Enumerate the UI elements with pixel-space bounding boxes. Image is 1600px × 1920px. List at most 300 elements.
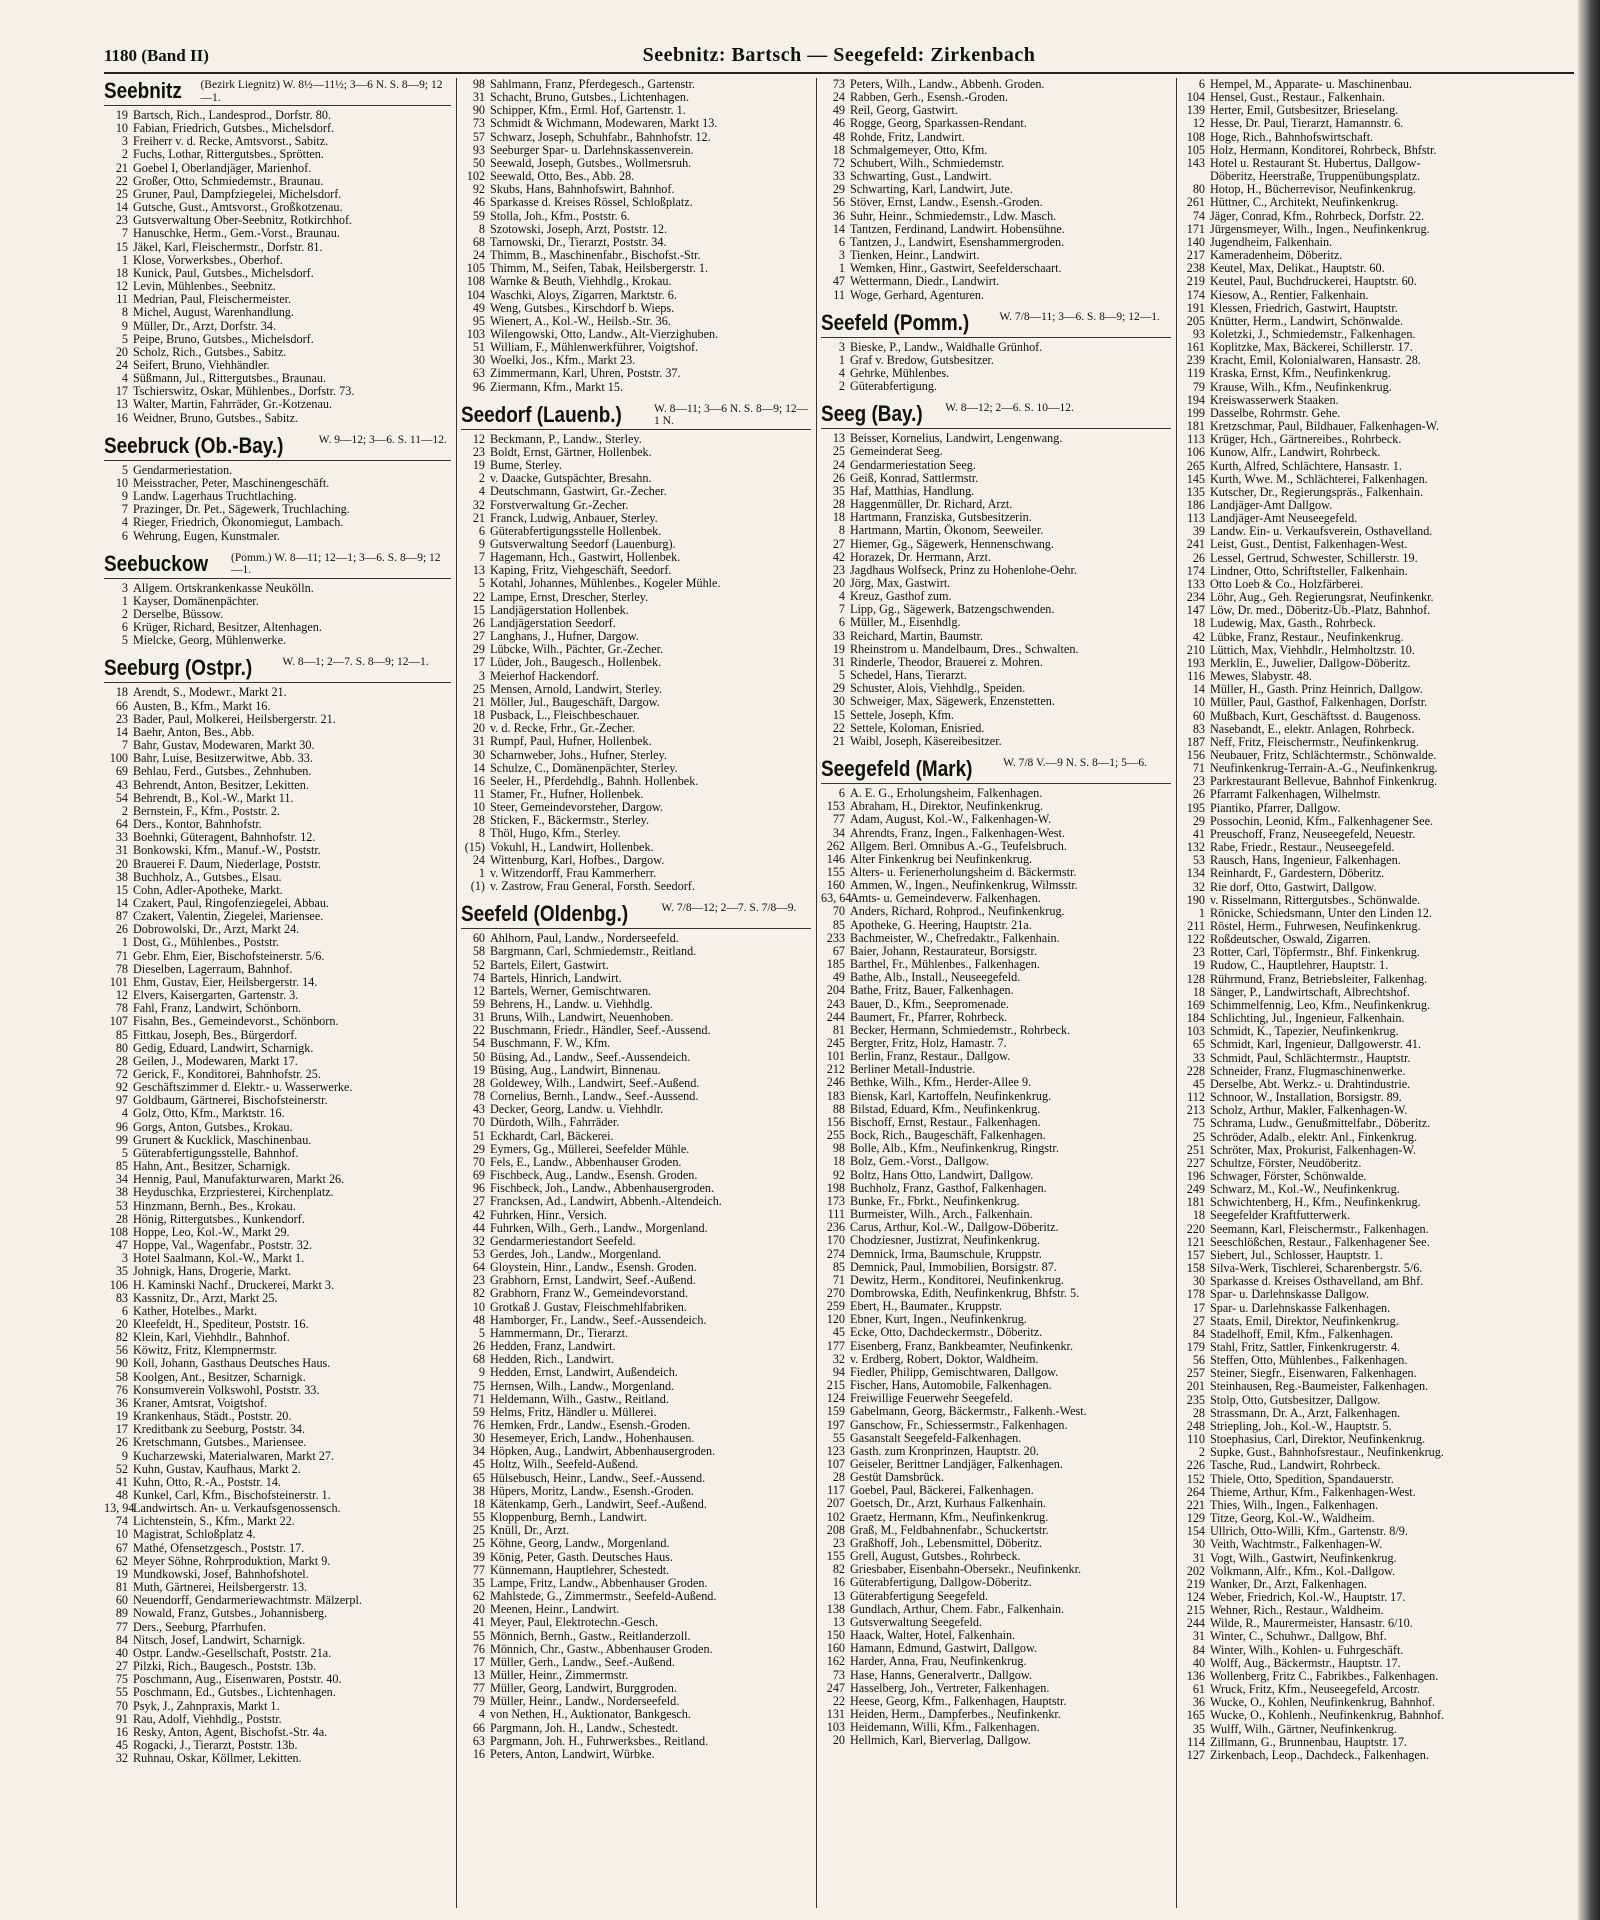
subscriber-text: Kutscher, Dr., Regierungspräs., Falkenhain.	[1210, 485, 1424, 499]
directory-entry	[1181, 1223, 1571, 1236]
directory-entry	[821, 1261, 1171, 1274]
phone-number: 10	[472, 1300, 485, 1314]
phone-number: 49	[472, 301, 485, 315]
phone-number: 25	[472, 1524, 485, 1538]
directory-entry	[1181, 1196, 1571, 1209]
directory-entry	[104, 1528, 451, 1541]
subscriber-text: Tschierswitz, Oskar, Mühlenbes., Dorfstr. 73.	[133, 385, 355, 399]
place-section	[104, 78, 451, 425]
phone-number: 23	[832, 1536, 845, 1550]
phone-number: 211	[1187, 920, 1205, 933]
directory-entry	[461, 577, 811, 590]
phone-number: 135	[1186, 485, 1205, 499]
directory-entry	[104, 398, 451, 411]
subscriber-text: Poschmann, Aug., Eisenwaren, Poststr. 40.	[133, 1673, 342, 1687]
phone-number: 22	[472, 590, 485, 604]
subscriber-text: Keutel, Paul, Buchdruckerei, Hauptstr. 60.	[1210, 275, 1417, 289]
subscriber-text: Jugendheim, Falkenhain.	[1210, 235, 1333, 249]
subscriber-text: Thimm, M., Seifen, Tabak, Heilsbergerstr. 1.	[490, 262, 709, 276]
subscriber-text: Zillmann, G., Brunnenbau, Hauptstr. 17.	[1210, 1735, 1408, 1749]
phone-number: 42	[1192, 630, 1205, 644]
phone-number: 210	[1186, 643, 1205, 657]
directory-entry	[461, 538, 811, 551]
subscriber-text: Schipper, Kfm., Erml. Hof, Gartenstr. 1.	[490, 104, 686, 118]
subscriber-text: Ahlhorn, Paul, Landw., Norderseefeld.	[490, 932, 679, 946]
phone-number: 2	[1198, 1446, 1205, 1460]
directory-entry	[104, 1476, 451, 1489]
phone-number: 98	[472, 78, 485, 91]
subscriber-text: Gendarmeriestation Seeg.	[850, 458, 976, 472]
subscriber-text: Ammen, W., Ingen., Neufinkenkrug, Wilmsstr.	[850, 879, 1078, 893]
directory-entry	[1181, 1552, 1571, 1565]
phone-number: 45	[472, 1458, 485, 1472]
subscriber-text: Konsumverein Volkswohl, Poststr. 33.	[133, 1383, 320, 1397]
phone-number: 15	[115, 883, 128, 897]
directory-entry	[461, 302, 811, 315]
subscriber-text: Graf v. Bredow, Gutsbesitzer.	[850, 353, 994, 367]
phone-number: 14	[472, 761, 485, 775]
phone-number: 12	[472, 984, 485, 998]
subscriber-text: Gedig, Eduard, Landwirt, Scharnigk.	[133, 1041, 314, 1055]
phone-number: 10	[115, 476, 128, 490]
directory-entry	[104, 359, 451, 372]
directory-entry	[461, 1314, 811, 1327]
phone-number: 150	[826, 1629, 845, 1643]
subscriber-text: Schnoor, W., Installation, Borsigstr. 89.	[1210, 1091, 1402, 1105]
subscriber-text: Schweiger, Max, Sägewerk, Enzenstetten.	[850, 695, 1055, 709]
directory-entry	[1181, 1591, 1571, 1604]
phone-number: 5	[478, 577, 485, 591]
directory-entry	[821, 354, 1171, 367]
phone-number: 197	[826, 1418, 845, 1432]
subscriber-text: Seifert, Bruno, Viehhändler.	[133, 358, 270, 372]
directory-entry	[821, 524, 1171, 537]
directory-entry	[461, 1090, 811, 1103]
directory-entry	[821, 1287, 1171, 1300]
phone-number: 165	[1186, 1709, 1205, 1723]
directory-entry	[461, 170, 811, 183]
subscriber-text: Mathé, Ofensetzgesch., Poststr. 17.	[133, 1541, 305, 1555]
phone-number: 147	[1186, 604, 1205, 618]
phone-number: 18	[472, 1497, 485, 1511]
directory-entry	[1181, 289, 1571, 302]
phone-number: 30	[472, 748, 485, 762]
subscriber-text: Baehr, Anton, Bes., Abb.	[133, 725, 255, 739]
directory-entry	[461, 1485, 811, 1498]
directory-entry	[1181, 1328, 1571, 1341]
subscriber-text: Decker, Georg, Landw. u. Viehhdlr.	[490, 1103, 664, 1117]
subscriber-text: Horazek, Dr. Hermann, Arzt.	[850, 550, 992, 564]
directory-entry	[104, 1279, 451, 1292]
directory-entry	[104, 1173, 451, 1186]
subscriber-text: Kuhn, Otto, R.-A., Poststr. 14.	[133, 1475, 281, 1489]
directory-entry	[104, 280, 451, 293]
directory-entry	[104, 122, 451, 135]
subscriber-text: Höpken, Aug., Landwirt, Abbenhausergroden.	[490, 1445, 716, 1459]
subscriber-text: Stahl, Fritz, Sattler, Finkenkrugerstr. 4.	[1210, 1341, 1401, 1354]
subscriber-text: Fiedler, Philipp, Gemischtwaren, Dallgow.	[850, 1365, 1059, 1379]
directory-entry	[104, 792, 451, 805]
subscriber-text: Heldemann, Wilh., Gastw., Reitland.	[490, 1392, 669, 1406]
phone-number: 215	[826, 1379, 845, 1393]
phone-number: 9	[121, 490, 128, 504]
directory-entry	[461, 144, 811, 157]
directory-entry	[104, 1384, 451, 1397]
directory-entry	[104, 1607, 451, 1620]
subscriber-text: Weng, Gutsbes., Kirschdorf b. Wieps.	[490, 301, 675, 315]
directory-entry	[1181, 815, 1571, 828]
subscriber-text: Fuchs, Lothar, Rittergutsbes., Sprötten.	[133, 148, 324, 162]
phone-number: 6	[838, 616, 845, 630]
directory-entry	[821, 170, 1171, 183]
subscriber-text: Kraner, Amtsrat, Voigtshof.	[133, 1396, 268, 1410]
directory-entry	[1181, 644, 1571, 657]
subscriber-text: Mielcke, Georg, Mühlenwerke.	[133, 634, 287, 648]
subscriber-text: Schacht, Bruno, Gutsbes., Lichtenhagen.	[490, 91, 690, 105]
phone-number: 71	[115, 949, 128, 963]
phone-number: 14	[115, 201, 128, 215]
phone-number: 17	[472, 656, 485, 670]
phone-number: 6	[121, 1304, 128, 1318]
place-section	[1181, 78, 1571, 1762]
directory-entry	[461, 617, 811, 630]
directory-entry	[461, 1616, 811, 1629]
directory-entry	[821, 1471, 1171, 1484]
subscriber-text: Silva-Werk, Tischlerei, Scharenbergstr. 5/6.	[1210, 1262, 1423, 1276]
subscriber-text: König, Peter, Gasth. Deutsches Haus.	[490, 1550, 673, 1564]
directory-entry	[104, 1673, 451, 1686]
phone-number: 178	[1186, 1288, 1205, 1302]
subscriber-text: Gundlach, Arthur, Chem. Fabr., Falkenhain.	[850, 1602, 1065, 1616]
subscriber-text: Helms, Fritz, Händler u. Müllerei.	[490, 1405, 657, 1419]
subscriber-text: Gendarmeriestation.	[133, 463, 233, 477]
subscriber-text: Buschmann, F. W., Kfm.	[490, 1037, 611, 1051]
directory-entry	[1181, 1486, 1571, 1499]
subscriber-text: Berlin, Franz, Restaur., Dallgow.	[850, 1050, 1011, 1064]
phone-number: 71	[472, 1392, 485, 1406]
directory-entry	[1181, 78, 1571, 91]
phone-number: 106	[109, 1278, 128, 1292]
place-name: Seebnitz	[104, 78, 182, 103]
phone-number: 105	[466, 262, 485, 276]
subscriber-text: Kuhn, Gustav, Kaufhaus, Markt 2.	[133, 1462, 301, 1476]
phone-number: 47	[115, 1239, 128, 1253]
subscriber-text: Koll, Johann, Gasthaus Deutsches Haus.	[133, 1357, 331, 1371]
phone-number: 60	[115, 1594, 128, 1608]
directory-entry	[1181, 683, 1571, 696]
directory-entry	[821, 919, 1171, 932]
phone-number: 136	[1186, 1669, 1205, 1683]
subscriber-text: Bernstein, F., Kfm., Poststr. 2.	[133, 804, 280, 818]
directory-entry	[821, 1142, 1171, 1155]
phone-number: 3	[838, 340, 845, 354]
subscriber-text: Goldewey, Wilh., Landwirt, Seef.-Außend.	[490, 1076, 700, 1090]
directory-entry	[1181, 1617, 1571, 1630]
directory-entry	[104, 267, 451, 280]
phone-number: 52	[472, 958, 485, 972]
subscriber-text: Wanker, Dr., Arzt, Falkenhagen.	[1210, 1577, 1367, 1591]
directory-entry	[1181, 460, 1571, 473]
subscriber-text: Knütter, Herm., Landwirt, Schönwalde.	[1210, 314, 1404, 328]
directory-entry	[821, 472, 1171, 485]
phone-number: 96	[472, 380, 485, 394]
subscriber-text: Franck, Ludwig, Anbauer, Sterley.	[490, 511, 658, 525]
directory-entry	[104, 333, 451, 346]
subscriber-text: Ullrich, Otto-Willi, Kfm., Gartenstr. 8/9.	[1210, 1525, 1408, 1539]
phone-number: 9	[478, 538, 485, 551]
directory-entry	[104, 1515, 451, 1528]
directory-entry	[461, 131, 811, 144]
phone-number: 145	[1186, 472, 1205, 486]
directory-entry	[104, 752, 451, 765]
phone-number: 161	[1186, 341, 1205, 355]
directory-entry	[821, 1129, 1171, 1142]
directory-entry	[1181, 1499, 1571, 1512]
directory-entry	[104, 162, 451, 175]
subscriber-text: Wucke, O., Kohlenh., Neufinkenkrug, Bahnhof.	[1210, 1709, 1445, 1723]
subscriber-text: Lüder, Joh., Baugesch., Hollenbek.	[490, 656, 662, 670]
subscriber-text: Pargmann, Joh. H., Fuhrwerksbes., Reitland.	[490, 1734, 709, 1748]
subscriber-text: Krüger, Hch., Gärtnereibes., Rohrbeck.	[1210, 433, 1402, 447]
phone-number: 8	[838, 524, 845, 538]
phone-number: 221	[1186, 1498, 1205, 1512]
phone-number: 67	[832, 944, 845, 958]
phone-number: 30	[1192, 1275, 1205, 1289]
phone-number: 48	[832, 130, 845, 144]
phone-number: 4	[121, 1107, 128, 1121]
place-name: Seegefeld (Mark)	[821, 756, 973, 782]
phone-number: 77	[832, 813, 845, 827]
directory-entry	[1181, 854, 1571, 867]
phone-number: 33	[1192, 1051, 1205, 1065]
directory-entry	[1181, 828, 1571, 841]
phone-number: 8	[478, 827, 485, 841]
subscriber-text: Kiesow, A., Rentier, Falkenhain.	[1210, 288, 1369, 302]
phone-number: 38	[115, 870, 128, 884]
phone-number: 96	[472, 1182, 485, 1196]
phone-number: 91	[115, 1712, 128, 1726]
subscriber-text: Gendarmeriestandort Seefeld.	[490, 1234, 636, 1248]
subscriber-text: Wollenberg, Fritz C., Fabrikbes., Falkenhagen.	[1210, 1669, 1439, 1683]
subscriber-text: Boltz, Hans Otto, Landwirt, Dallgow.	[850, 1168, 1034, 1182]
subscriber-text: Löhr, Aug., Geh. Regierungsrat, Neufinkenkr.	[1210, 591, 1434, 605]
phone-number: 13	[832, 1615, 845, 1629]
directory-entry	[461, 1590, 811, 1603]
phone-number: 20	[115, 857, 128, 871]
phone-number: 31	[1192, 1630, 1205, 1644]
phone-number: 202	[1186, 1564, 1205, 1578]
phone-number: 70	[472, 1116, 485, 1130]
directory-entry	[1181, 1565, 1571, 1578]
place-name: Seedorf (Lauenb.)	[461, 401, 622, 427]
phone-number: 64	[472, 1261, 485, 1275]
phone-number: 73	[472, 117, 485, 131]
directory-entry	[821, 1708, 1171, 1721]
phone-number: 251	[1186, 1143, 1205, 1157]
directory-entry	[1181, 1341, 1571, 1354]
subscriber-text: Freiherr v. d. Recke, Amtsvorst., Sabitz.	[133, 135, 329, 149]
phone-number: 25	[832, 445, 845, 459]
subscriber-text: Beisser, Kornelius, Landwirt, Lengenwang.	[850, 432, 1063, 446]
phone-number: 34	[832, 826, 845, 840]
subscriber-text: Zirkenbach, Leop., Dachdeck., Falkenhagen.	[1210, 1748, 1429, 1762]
phone-number: 13	[115, 398, 128, 412]
directory-entry	[461, 1037, 811, 1050]
subscriber-text: Barthel, Fr., Mühlenbes., Falkenhagen.	[850, 958, 1040, 972]
phone-number: 28	[115, 1212, 128, 1226]
directory-entry	[821, 1116, 1171, 1129]
phone-number: 17	[472, 1655, 485, 1669]
subscriber-text: Titze, Georg, Kol.-W., Waldheim.	[1210, 1512, 1375, 1526]
subscriber-text: Tarnowski, Dr., Tierarzt, Poststr. 34.	[490, 235, 667, 249]
phone-number: 10	[1192, 696, 1205, 710]
subscriber-text: Eymers, Gg., Müllerei, Seefelder Mühle.	[490, 1142, 690, 1156]
phone-number: 1	[121, 594, 128, 608]
phone-number: 82	[832, 1563, 845, 1577]
phone-number: 34	[115, 1173, 128, 1187]
subscriber-text: Jagdhaus Wolfseck, Prinz zu Hohenlohe-Oehr.	[850, 563, 1077, 577]
directory-entry	[1181, 1538, 1571, 1551]
subscriber-text: Arendt, S., Modewr., Markt 21.	[133, 686, 287, 700]
subscriber-text: Hensel, Gust., Restaur., Falkenhain.	[1210, 91, 1385, 105]
phone-number: 117	[827, 1484, 845, 1498]
subscriber-text: Nasebandt, E., elektr. Anlagen, Rohrbeck.	[1210, 722, 1415, 736]
column-divider	[456, 78, 457, 1908]
directory-entry	[1181, 1091, 1571, 1104]
phone-number: 70	[115, 1699, 128, 1713]
directory-entry	[104, 1081, 451, 1094]
phone-number: 99	[115, 1133, 128, 1147]
subscriber-text: Hinzmann, Bernh., Bes., Krokau.	[133, 1199, 296, 1213]
phone-number: 111	[827, 1208, 845, 1222]
directory-entry	[104, 1252, 451, 1265]
subscriber-text: Gerdes, Joh., Landw., Morgenland.	[490, 1247, 662, 1261]
subscriber-text: Bock, Rich., Baugeschäft, Falkenhagen.	[850, 1129, 1046, 1143]
directory-entry	[461, 1366, 811, 1379]
phone-number: 26	[832, 471, 845, 485]
directory-entry	[461, 1695, 811, 1708]
subscriber-text: Kayser, Domänenpächter.	[133, 594, 259, 608]
directory-entry	[821, 564, 1171, 577]
subscriber-text: Parkrestaurant Bellevue, Bahnhof Finkenkrug.	[1210, 775, 1438, 789]
subscriber-text: Geilen, J., Modewaren, Markt 17.	[133, 1054, 298, 1068]
subscriber-text: Sahlmann, Franz, Pferdegesch., Gartenstr.	[490, 78, 696, 91]
directory-entry	[461, 1130, 811, 1143]
subscriber-text: Fischbeck, Joh., Landw., Abbenhausergroden.	[490, 1182, 715, 1196]
phone-number: 17	[115, 1423, 128, 1437]
directory-entry	[1181, 775, 1571, 788]
subscriber-text: Bathe, Alb., Install., Neuseegefeld.	[850, 971, 1021, 985]
directory-entry	[104, 1410, 451, 1423]
subscriber-text: Hase, Hanns, Generalvertr., Dallgow.	[850, 1668, 1032, 1682]
directory-entry	[821, 1221, 1171, 1234]
directory-entry	[1181, 907, 1571, 920]
phone-number: 60	[1192, 709, 1205, 723]
subscriber-text: Behrendt, B., Kol.-W., Markt 11.	[133, 791, 294, 805]
directory-entry	[1181, 1644, 1571, 1657]
directory-entry	[461, 630, 811, 643]
subscriber-text: Becker, Hermann, Schmiedemstr., Rohrbeck.	[850, 1023, 1071, 1037]
directory-entry	[461, 1445, 811, 1458]
phone-number: 10	[115, 122, 128, 136]
phone-number: 81	[115, 1581, 128, 1595]
phone-number: 68	[472, 1353, 485, 1367]
phone-number: 204	[826, 984, 845, 998]
directory-entry	[821, 643, 1171, 656]
subscriber-text: Jäger, Conrad, Kfm., Rohrbeck, Dorfstr. 22.	[1210, 209, 1425, 223]
phone-number: 5	[121, 634, 128, 648]
phone-number: 16	[472, 1747, 485, 1761]
directory-entry	[104, 963, 451, 976]
directory-entry	[1181, 881, 1571, 894]
directory-entry	[461, 932, 811, 945]
column-4	[1181, 78, 1571, 1908]
phone-number: 47	[832, 275, 845, 289]
directory-entry	[1181, 407, 1571, 420]
phone-number: 50	[472, 156, 485, 170]
subscriber-text: Hempel, M., Apparate- u. Maschinenbau.	[1210, 78, 1413, 91]
phone-number: 24	[115, 358, 128, 372]
subscriber-text: Hotel u. Restaurant St. Hubertus, Dallgow-	[1210, 156, 1421, 170]
phone-number: 35	[115, 1265, 128, 1279]
phone-number: 19	[1192, 959, 1205, 973]
directory-entry	[461, 959, 811, 972]
directory-entry	[1181, 1012, 1571, 1025]
subscriber-text: Hüpers, Moritz, Landw., Esensh.-Groden.	[490, 1484, 694, 1498]
phone-number: 2	[121, 804, 128, 818]
directory-entry	[821, 196, 1171, 209]
phone-number: 108	[109, 1225, 128, 1239]
subscriber-text: Bethke, Wilh., Kfm., Herder-Allee 9.	[850, 1076, 1032, 1090]
phone-number: 20	[472, 1603, 485, 1617]
directory-entry	[461, 104, 811, 117]
subscriber-text: v. Erdberg, Robert, Doktor, Waldheim.	[850, 1352, 1039, 1366]
subscriber-text: Jürgensmeyer, Wilh., Ingen., Neufinkenkrug.	[1210, 222, 1430, 236]
phone-number: 6	[838, 787, 845, 801]
directory-entry	[1181, 1367, 1571, 1380]
subscriber-text: Steffen, Otto, Mühlenbes., Falkenhagen.	[1210, 1354, 1408, 1368]
subscriber-text: Nowald, Franz, Gutsbes., Johannisberg.	[133, 1607, 328, 1621]
phone-number: 39	[1192, 525, 1205, 539]
subscriber-text: Hartmann, Franziska, Gutsbesitzerin.	[850, 511, 1032, 525]
subscriber-text: Landjäger-Amt Neuseegefeld.	[1210, 512, 1358, 526]
phone-number: 11	[116, 293, 128, 307]
phone-number: 274	[826, 1247, 845, 1261]
directory-entry	[461, 1024, 811, 1037]
phone-number: 7	[121, 739, 128, 753]
subscriber-text: Mewes, Slabystr. 48.	[1210, 670, 1312, 684]
subscriber-text: Landjäger-Amt Dallgow.	[1210, 499, 1333, 512]
subscriber-text: Hahn, Ant., Besitzer, Scharnigk.	[133, 1160, 291, 1174]
directory-entry	[461, 1156, 811, 1169]
subscriber-text: Löw, Dr. med., Döberitz-Üb.-Platz, Bahnhof.	[1210, 604, 1431, 618]
phone-number: 10	[115, 1528, 128, 1542]
phone-number: 154	[1186, 1525, 1205, 1539]
phone-number: 58	[115, 1370, 128, 1384]
subscriber-text: Schlichting, Jul., Ingenieur, Falkenhain.	[1210, 1012, 1405, 1026]
directory-entry	[104, 1423, 451, 1436]
phone-number: 27	[1192, 1314, 1205, 1328]
subscriber-text: Müller, M., Eisenhdlg.	[850, 616, 961, 630]
subscriber-text: Hartmann, Martin, Ökonom, Seeweiler.	[850, 524, 1044, 538]
subscriber-text: Grabhorn, Franz W., Gemeindevorstand.	[490, 1287, 688, 1301]
phone-number: 93	[472, 143, 485, 157]
directory-entry	[1181, 591, 1571, 604]
phone-number: 1	[478, 866, 485, 880]
directory-entry	[461, 762, 811, 775]
phone-number: 25	[472, 1537, 485, 1551]
directory-entry	[821, 1445, 1171, 1458]
